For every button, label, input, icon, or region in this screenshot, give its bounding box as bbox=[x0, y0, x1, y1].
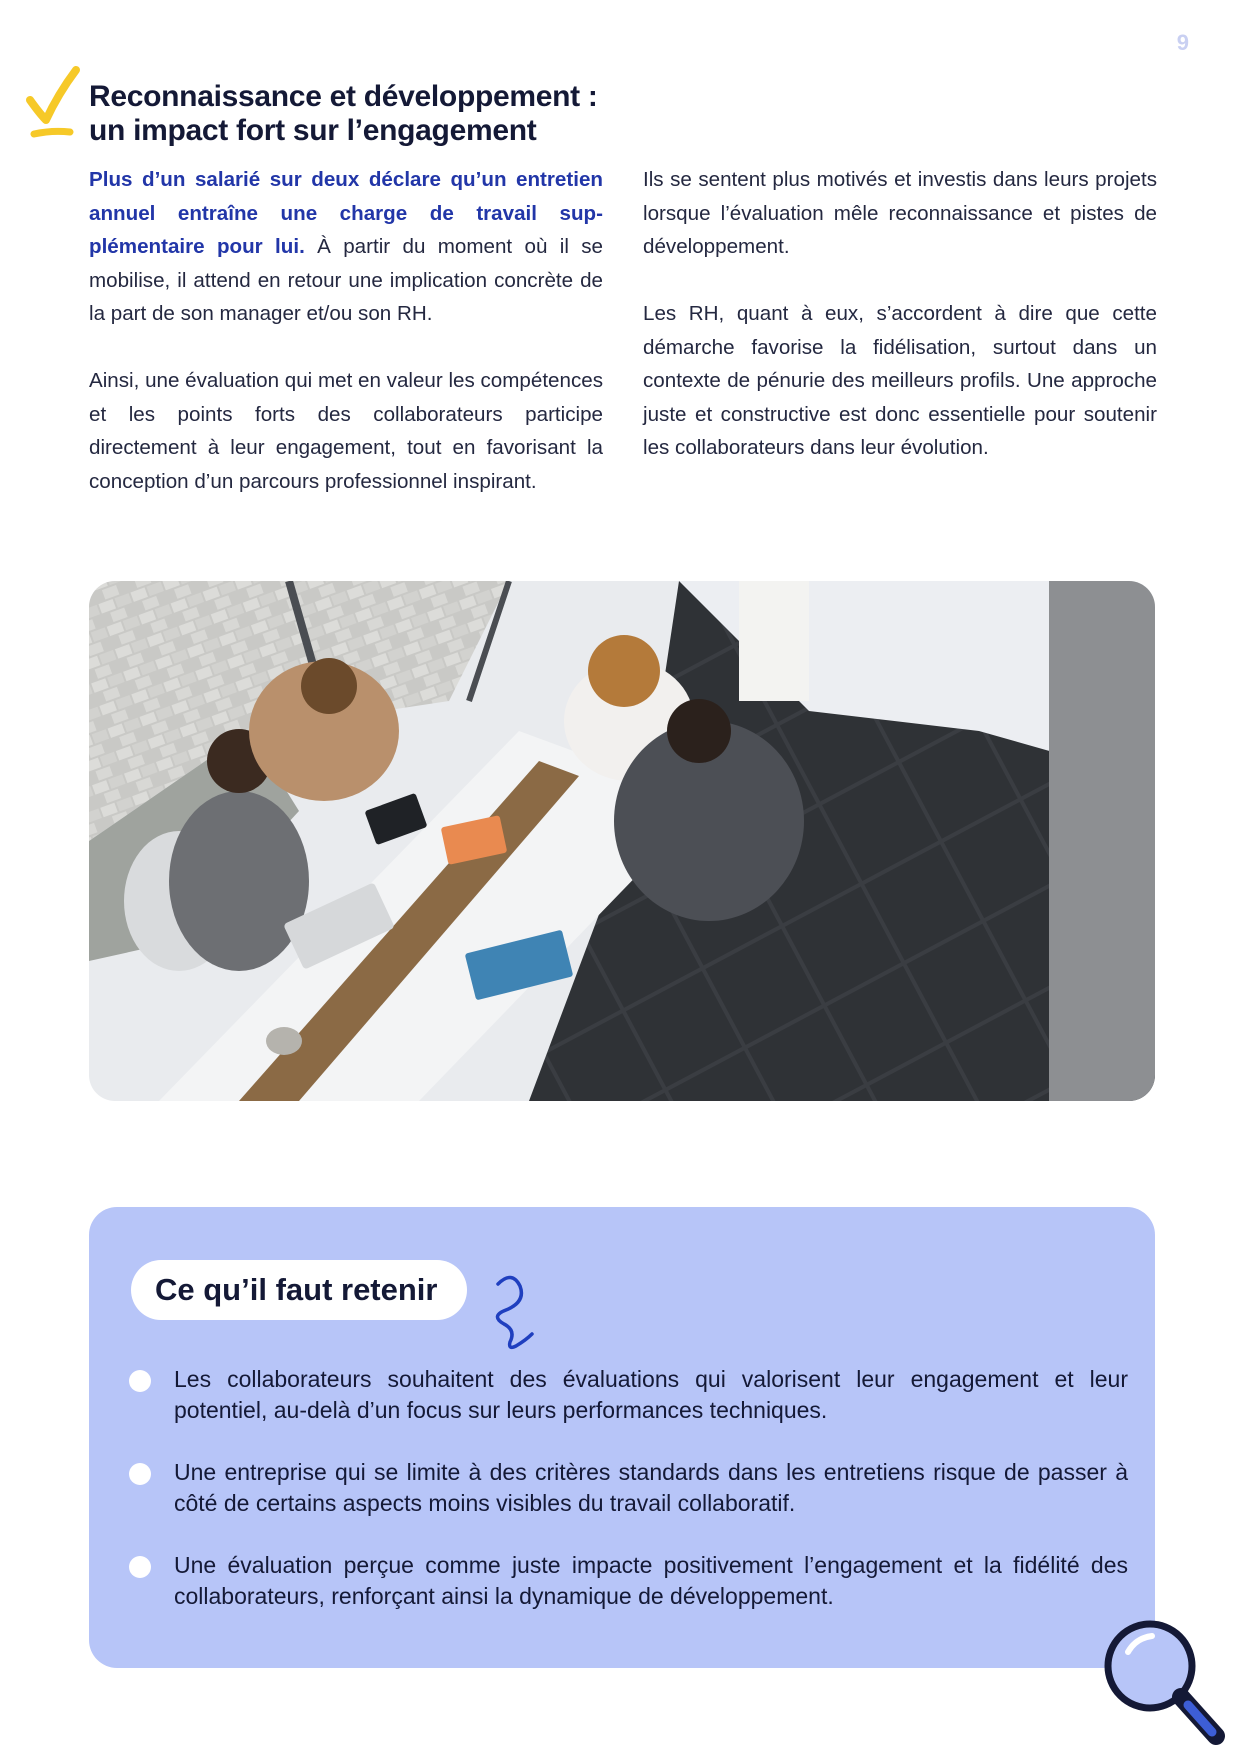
page-number: 9 bbox=[1176, 30, 1189, 55]
page-title bbox=[89, 80, 649, 148]
squiggle-icon bbox=[486, 1272, 536, 1352]
right-paragraph-2: Les RH, quant à eux, s’accordent à dire que cette démarche favorise la fidélisation, surtout dans un contexte de pénurie des meilleurs profils. Une approche juste et constructive est donc essentielle pour soutenir les collaborateurs dans leur évolution. bbox=[643, 302, 1157, 459]
left-paragraph-1 bbox=[89, 163, 603, 331]
meeting-photo-illustration bbox=[89, 581, 1155, 1101]
left-paragraph-2: Ainsi, une évaluation qui met en valeur les compétences et les points forts des collaborateurs participe directement à leur engagement, tout en favorisant la conception d’un parcours professionnel inspirant. bbox=[89, 369, 603, 493]
bullet-dot-icon bbox=[129, 1463, 151, 1485]
key-statistic: Plus d’un salarié sur deux déclare qu’un entretien annuel entraîne une charge de travail supplémentaire pour lui. bbox=[89, 168, 603, 258]
summary-list bbox=[128, 1364, 1128, 1643]
summary-title: Ce qu’il faut retenir bbox=[131, 1260, 467, 1320]
checkmark-icon bbox=[24, 62, 84, 140]
left-paragraph-1-rest: À partir du moment où il se mobilise, il attend en retour une implication concrète de la part de son manager et/ou son RH. bbox=[89, 235, 603, 325]
list-item-text: Une entreprise qui se limite à des critères standards dans les entretiens risque de passer à côté de certains aspects moins visibles du travail collaboratif. bbox=[174, 1459, 1128, 1516]
meeting-photo bbox=[89, 581, 1155, 1101]
list-item-text: Les collaborateurs souhaitent des évaluations qui valorisent leur engagement et leur potentiel, au-delà d’un focus sur leurs performances techniques. bbox=[174, 1366, 1128, 1423]
list-item bbox=[128, 1550, 1128, 1612]
bullet-dot-icon bbox=[129, 1370, 151, 1392]
bullet-dot-icon bbox=[129, 1556, 151, 1578]
title-line-1: Reconnaissance et développement : bbox=[89, 80, 598, 113]
list-item bbox=[128, 1364, 1128, 1426]
list-item bbox=[128, 1457, 1128, 1519]
left-column bbox=[89, 163, 603, 532]
right-paragraph-1: Ils se sentent plus motivés et investis dans leurs projets lorsque l’évaluation mêle reconnaissance et pistes de développement. bbox=[643, 168, 1157, 258]
title-line-2: un impact fort sur l’engagement bbox=[89, 114, 537, 147]
right-column bbox=[643, 163, 1157, 498]
magnifier-icon bbox=[1098, 1614, 1228, 1754]
list-item-text: Une évaluation perçue comme juste impacte positivement l’engagement et la fidélité des collaborateurs, renforçant ainsi la dynamique de développement. bbox=[174, 1552, 1128, 1609]
